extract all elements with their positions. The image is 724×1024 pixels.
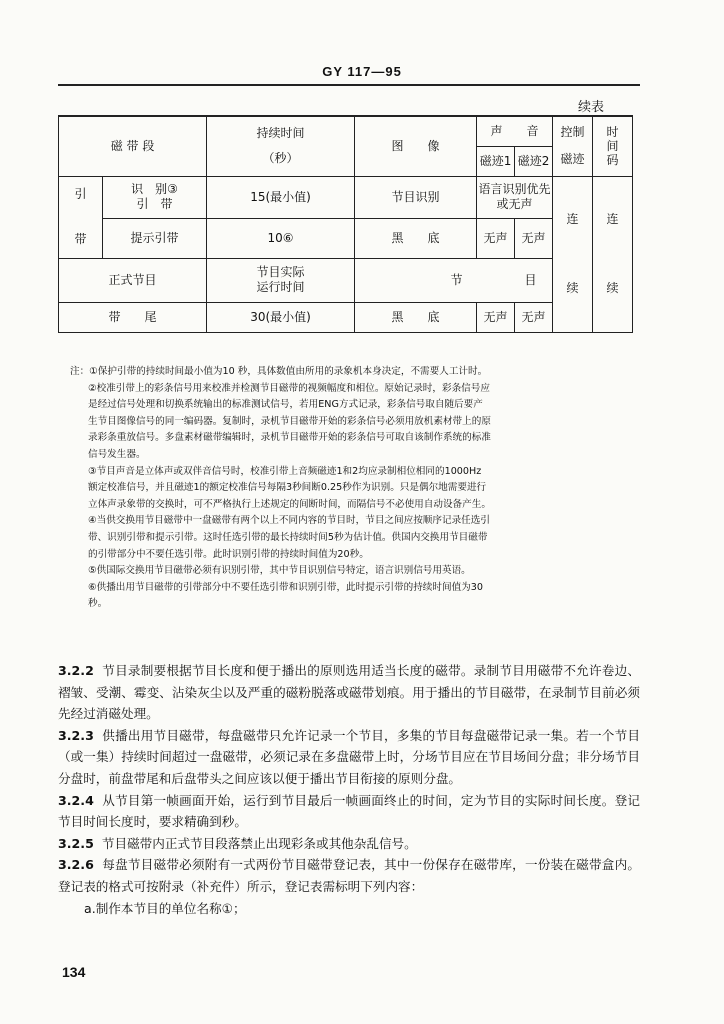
id-duration: 15(最小值) — [207, 176, 355, 218]
note-4-line: 带、识别引带和提示引带。这时任选引带的最长持续时间5秒为估计值。供国内交换用节目磁带 — [88, 531, 488, 543]
program-duration-line1: 节目实际 — [256, 265, 305, 279]
note-4-line: 的引带部分中不要任选引带。此时识别引带的持续时间值为20秒。 — [88, 548, 369, 560]
id-leader-cell — [103, 176, 207, 218]
program-duration-line2: 运行时间 — [256, 280, 305, 294]
table-notes — [70, 364, 640, 613]
tail-duration: 30(最小值) — [207, 302, 355, 332]
section-3-2-4 — [58, 790, 640, 833]
list-item-a: a.制作本节目的单位名称①； — [84, 900, 246, 916]
section-text: 每盘节目磁带必须附有一式两份节目磁带登记表，其中一份保存在磁带库，一份装在磁带盒内。登记表的格式可按附录（补充件）所示，登记表需标明下列内容： — [58, 857, 640, 894]
header-duration-line2: （秒） — [262, 151, 299, 166]
program-content-char1: 节 — [450, 272, 463, 287]
prompt-leader: 提示引带 — [103, 218, 207, 258]
id-leader-line1: 识 别③ — [131, 182, 178, 196]
tail-track2: 无声 — [515, 302, 553, 332]
program-content-char2: 目 — [524, 272, 537, 287]
note-6 — [70, 580, 640, 613]
continued-label: 续表 — [578, 100, 605, 115]
section-3-2-5 — [58, 833, 640, 855]
id-sound-line2: 或无声 — [496, 197, 533, 211]
timecode-char1: 连 — [606, 212, 619, 226]
page-number: 134 — [62, 964, 86, 980]
section-number: 3.2.3 — [58, 727, 94, 743]
tail-image: 黑 底 — [355, 302, 477, 332]
control-char2: 续 — [566, 281, 579, 295]
note-3-line: ③节目声音是立体声或双伴音信号时，校准引带上音频磁迹1和2均应录制相位相同的1000Hz — [88, 465, 482, 477]
tape-structure-table — [58, 115, 633, 333]
section-number: 3.2.5 — [58, 835, 94, 851]
leader-char2: 带 — [74, 232, 87, 246]
id-leader-line2: 引 带 — [136, 197, 173, 211]
header-control-line1: 控制 — [560, 125, 585, 140]
program-content — [355, 258, 553, 302]
note-4-line: ④当供交换用节目磁带中一盘磁带有两个以上不同内容的节目时，节目之间应按顺序记录任选引 — [88, 515, 490, 527]
section-3-2-3 — [58, 725, 640, 790]
header-control-line2: 磁迹 — [560, 152, 585, 167]
prompt-duration: 10⑥ — [207, 218, 355, 258]
id-image: 节目识别 — [355, 176, 477, 218]
program-label: 正式节目 — [59, 258, 207, 302]
section-text: 从节目第一帧画面开始，运行到节目最后一帧画面终止的时间，定为节目的实际时间长度。登记节目时间长度时，要求精确到秒。 — [58, 792, 640, 830]
header-rule — [58, 84, 640, 86]
section-text: 供播出用节目磁带，每盘磁带只允许记录一个节目，多集的节目每盘磁带记录一集。若一个节目（或一集）持续时间超过一盘磁带，必须记录在多盘磁带上时，分场节目应在节目场间分盘；非分场节目分盘时，前盘带尾和后盘带头之间应该以便于播出节目衔接的原则分盘。 — [58, 727, 640, 786]
control-track-cell — [553, 176, 593, 332]
header-control — [553, 116, 593, 176]
note-2-line: 录彩条重放信号。多盘素材磁带编辑时，录机节目磁带开始的彩条信号可取自该制作系统的标准 — [88, 432, 491, 444]
section-number: 3.2.2 — [58, 663, 94, 678]
note-2-line: 是经过信号处理和切换系统输出的标准测试信号，若用ENG方式记录，彩条信号取自随后要产 — [88, 399, 483, 411]
note-5: ⑤供国际交换用节目磁带必须有识别引带，其中节目识别信号特定，语言识别信号用英语。 — [88, 565, 471, 577]
control-char1: 连 — [566, 212, 579, 226]
header-image: 图 像 — [355, 116, 477, 176]
body-text — [58, 660, 640, 919]
note-1: 注：①保护引带的持续时间最小值为10 秒，具体数值由所用的录象机本身决定，不需要人工计时。 — [70, 366, 488, 377]
leader-label — [59, 176, 103, 258]
header-track1: 磁迹1 — [477, 146, 515, 176]
header-segment: 磁 带 段 — [59, 116, 207, 176]
note-3 — [70, 464, 640, 514]
note-2-line: 信号发生器。 — [88, 448, 146, 460]
header-sound: 声 音 — [477, 116, 553, 146]
section-text: 节目录制要根据节目长度和便于播出的原则选用适当长度的磁带。录制节目用磁带不允许卷边、褶皱、受潮、霉变、沾染灰尘以及严重的磁粉脱落或磁带划痕。用于播出的节目磁带，在录制节目前必须先经过消磁处理。 — [58, 663, 640, 722]
section-3-2-6 — [58, 854, 640, 897]
note-2-line: ②校准引带上的彩条信号用来校准并检测节目磁带的视频幅度和相位。原始记录时，彩条信号应 — [88, 382, 490, 394]
timecode-cell — [593, 176, 633, 332]
header-duration-line1: 持续时间 — [256, 126, 305, 141]
tail-label: 带 尾 — [59, 302, 207, 332]
id-sound — [477, 176, 553, 218]
tail-track1: 无声 — [477, 302, 515, 332]
note-3-line: 额定校准信号，并且磁迹1的额定校准信号每隔3秒间断0.25秒作为识别。只是偶尔地需要进行 — [88, 482, 487, 494]
timecode-char2: 续 — [606, 281, 619, 295]
note-4 — [70, 513, 640, 563]
section-number: 3.2.4 — [58, 792, 94, 808]
note-2-line: 生节目图像信号的同一编码器。复制时，录机节目磁带开始的彩条信号必须用放机素材带上的原 — [88, 415, 491, 427]
section-3-2-2 — [58, 660, 640, 725]
header-timecode: 时 间 码 — [593, 116, 633, 176]
section-number: 3.2.6 — [58, 857, 94, 873]
note-6-line: 秒。 — [88, 598, 108, 610]
section-text: 节目磁带内正式节目段落禁止出现彩条或其他杂乱信号。 — [101, 835, 417, 851]
prompt-image: 黑 底 — [355, 218, 477, 258]
standard-code: GY 117—95 — [322, 64, 402, 79]
header-duration — [207, 116, 355, 176]
note-2 — [70, 381, 640, 464]
id-sound-line1: 语言识别优先 — [478, 182, 551, 196]
note-6-line: ⑥供播出用节目磁带的引带部分中不要任选引带和识别引带，此时提示引带的持续时间值为30 — [88, 581, 483, 593]
note-3-line: 立体声录象带的交换时，可不严格执行上述规定的间断时间，而隔信号不必使用自动设备产生。 — [88, 498, 491, 510]
prompt-track2: 无声 — [515, 218, 553, 258]
leader-char1: 引 — [74, 187, 87, 201]
prompt-track1: 无声 — [477, 218, 515, 258]
header-track2: 磁迹2 — [515, 146, 553, 176]
program-duration — [207, 258, 355, 302]
